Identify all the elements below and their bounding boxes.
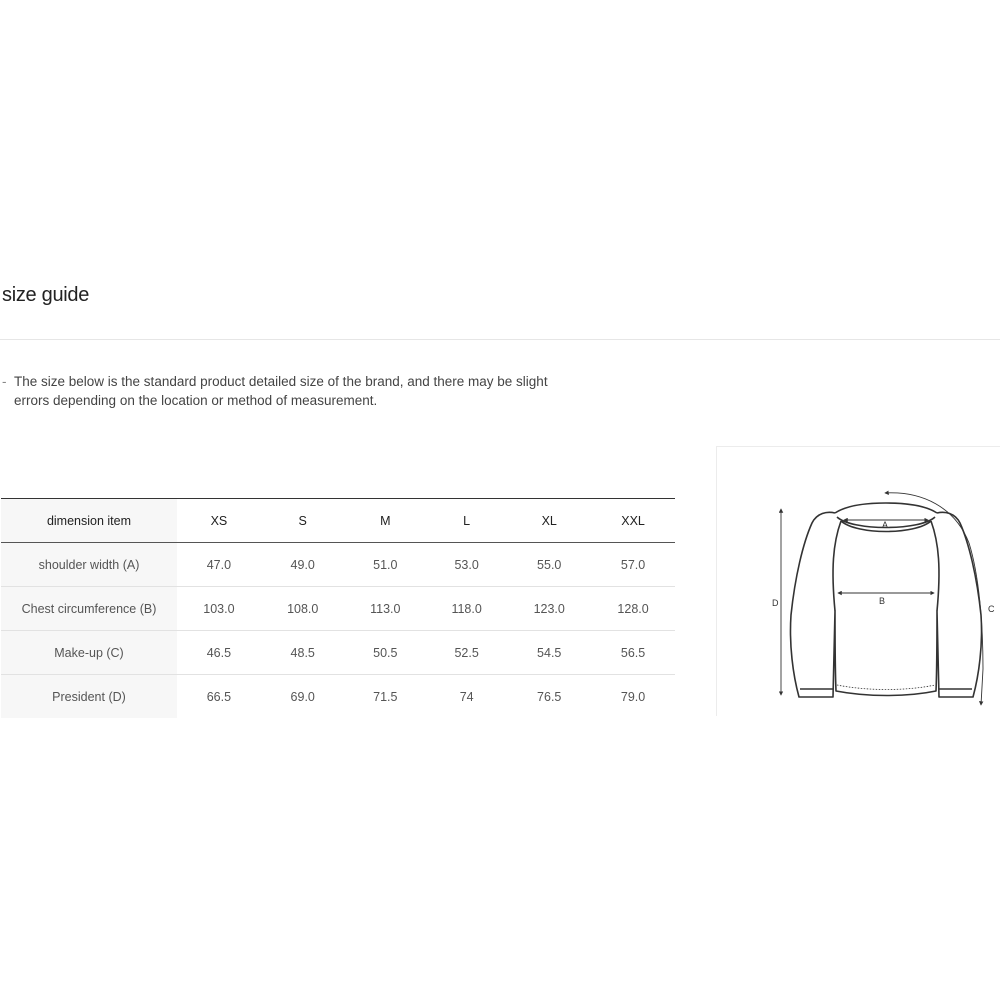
label-d: D [772, 598, 779, 608]
table-cell: 54.5 [507, 631, 591, 675]
table-row [1, 587, 675, 631]
table-cell: 50.5 [345, 631, 426, 675]
table-cell: 55.0 [507, 543, 591, 587]
table-cell: 123.0 [507, 587, 591, 631]
note-text: The size below is the standard product detailed size of the brand, and there may be slight errors depending on the location or method of measurement. [14, 374, 548, 408]
header-cell: XS [177, 499, 261, 543]
table-cell: 46.5 [177, 631, 261, 675]
table-cell: 57.0 [591, 543, 675, 587]
size-note [2, 372, 562, 410]
row-label: Make-up (C) [1, 631, 177, 675]
size-table [1, 498, 675, 718]
long-sleeve-shirt-diagram [717, 447, 1000, 716]
hem-stitch [837, 685, 935, 690]
table-cell: 113.0 [345, 587, 426, 631]
table-cell: 47.0 [177, 543, 261, 587]
table-cell: 118.0 [426, 587, 507, 631]
label-b: B [879, 596, 886, 606]
measurement-diagram [716, 446, 1000, 716]
label-a: A [882, 520, 889, 530]
row-label: Chest circumference (B) [1, 587, 177, 631]
table-row [1, 675, 675, 719]
row-label: shoulder width (A) [1, 543, 177, 587]
table-row [1, 631, 675, 675]
header-cell: S [261, 499, 345, 543]
table-cell: 108.0 [261, 587, 345, 631]
table-cell: 48.5 [261, 631, 345, 675]
table-cell: 71.5 [373, 689, 398, 704]
header-cell: dimension item [1, 499, 177, 543]
table-cell: 74 [459, 689, 474, 704]
table-cell: 66.5 [206, 689, 232, 704]
row-label: President (D) [1, 675, 177, 719]
header-cell: L [426, 499, 507, 543]
header-cell: M [345, 499, 426, 543]
table-cell: 51.0 [345, 543, 426, 587]
table-cell: 56.5 [591, 631, 675, 675]
table-cell: 128.0 [591, 587, 675, 631]
table-cell: 53.0 [426, 543, 507, 587]
table-cell: 76.5 [537, 689, 562, 704]
sleeve-measure-line [885, 493, 983, 705]
note-bullet: - [2, 374, 7, 389]
table-cell: 79.0 [620, 689, 646, 704]
table-cell: 52.5 [426, 631, 507, 675]
title-divider [0, 339, 1000, 340]
table-cell: 103.0 [177, 587, 261, 631]
table-header-row [1, 499, 675, 543]
label-c: C [988, 604, 995, 614]
page-title: size guide [2, 284, 90, 306]
table-row [1, 543, 675, 587]
header-cell: XL [507, 499, 591, 543]
table-cell: 69.0 [290, 689, 315, 704]
shirt-outline [790, 503, 981, 697]
header-cell: XXL [591, 499, 675, 543]
table-cell: 49.0 [261, 543, 345, 587]
